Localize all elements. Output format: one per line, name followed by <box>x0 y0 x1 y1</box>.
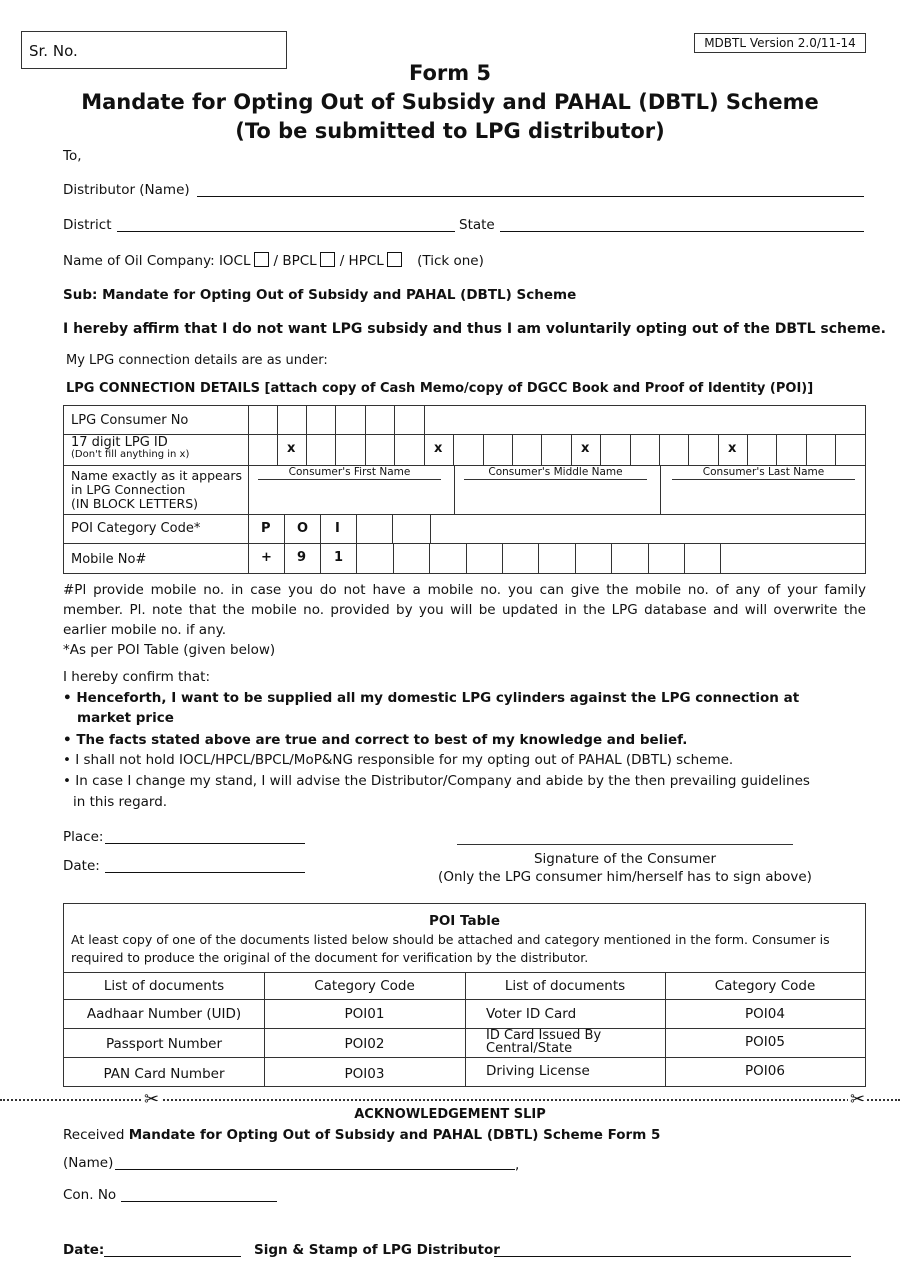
table-row: Passport Number <box>105 1036 223 1052</box>
page-subtitle: (To be submitted to LPG distributor) <box>235 119 665 143</box>
poi-col-code-2: Category Code <box>714 978 816 994</box>
table-row: POI01 <box>344 1006 385 1022</box>
poi-table-desc-l1: At least copy of one of the documents listed below should be attached and category mentioned in the form. Consumer is <box>71 932 830 947</box>
poi-doc-id-card-l2: Central/State <box>486 1041 573 1056</box>
cut-line <box>0 1099 900 1101</box>
signature-line[interactable] <box>457 844 793 845</box>
place-label: Place: <box>63 829 104 845</box>
ack-stamp-label: Sign & Stamp of LPG Distributor <box>254 1242 500 1258</box>
mobile-one: 1 <box>334 550 344 565</box>
table-row: POI05 <box>745 1034 785 1050</box>
iocl-checkbox[interactable] <box>254 252 269 267</box>
table-row: PAN Card Number <box>103 1066 225 1082</box>
sr-no-label: Sr. No. <box>29 42 78 60</box>
lpg-id-label <box>71 437 189 461</box>
ack-con-no-field[interactable] <box>121 1187 277 1202</box>
details-intro: My LPG connection details are as under: <box>66 353 328 368</box>
poi-o: O <box>297 521 309 536</box>
confirm-bullet-4-cont: in this regard. <box>73 794 168 810</box>
version-label: MDBTL Version 2.0/11-14 <box>704 36 856 50</box>
confirm-section <box>63 667 863 813</box>
hpcl-checkbox[interactable] <box>387 252 402 267</box>
mobile-note-l3: earlier mobile no. if any. <box>63 622 226 638</box>
lpg-id-cells[interactable] <box>248 434 865 465</box>
version-box <box>694 33 866 53</box>
lpg-id-x-4: x <box>728 441 737 456</box>
confirm-intro: I hereby confirm that: <box>63 669 211 685</box>
page-title: Mandate for Opting Out of Subsidy and PAHAL (DBTL) Scheme <box>81 90 819 114</box>
scissor-icon: ✂ <box>144 1089 160 1110</box>
form-number: Form 5 <box>408 61 492 85</box>
tick-one-label: (Tick one) <box>417 253 484 269</box>
place-field[interactable] <box>105 829 305 844</box>
ack-stamp-field[interactable] <box>494 1242 851 1257</box>
table-row <box>486 1029 601 1055</box>
confirm-bullet-3: • I shall not hold IOCL/HPCL/BPCL/MoP&NG responsible for my opting out of PAHAL (DBTL) scheme. <box>63 752 734 768</box>
name-cells[interactable] <box>248 465 865 514</box>
mobile-nine: 9 <box>297 550 307 565</box>
poi-table-desc <box>71 931 861 967</box>
poi-table <box>63 903 866 1087</box>
consumer-no-cells[interactable] <box>248 406 425 434</box>
lpg-id-x-1: x <box>287 441 296 456</box>
mobile-note-l2: member. Pl. note that the mobile no. provided by you will be updated in the LPG database and will overwrite the <box>63 602 866 618</box>
mobile-label: Mobile No# <box>71 552 147 567</box>
signature-note: (Only the LPG consumer him/herself has to sign above) <box>438 869 812 885</box>
oil-company-label: Name of Oil Company: <box>63 253 215 269</box>
bpcl-checkbox[interactable] <box>320 252 335 267</box>
poi-i: I <box>335 521 340 536</box>
poi-table-desc-l2: required to produce the original of the document for verification by the distributor. <box>71 950 589 965</box>
table-row: Aadhaar Number (UID) <box>86 1006 242 1022</box>
to-label: To, <box>63 148 82 164</box>
iocl-label: IOCL <box>218 253 251 269</box>
table-row: POI02 <box>344 1036 385 1052</box>
ack-name-comma: , <box>515 1157 520 1173</box>
district-field[interactable] <box>117 217 455 232</box>
lpg-id-label-text: 17 digit LPG ID <box>71 435 168 450</box>
date-label: Date: <box>63 858 100 874</box>
confirm-bullet-2: • The facts stated above are true and correct to best of my knowledge and belief. <box>63 732 688 748</box>
poi-col-code-1: Category Code <box>314 978 415 994</box>
middle-name-label: Consumer's Middle Name <box>464 466 647 480</box>
poi-doc-id-card-l1: ID Card Issued By <box>486 1028 602 1043</box>
ack-received-prefix: Received <box>63 1127 125 1143</box>
poi-table-title: POI Table <box>428 913 501 929</box>
poi-code-cells[interactable] <box>248 514 433 543</box>
mobile-cells[interactable] <box>248 543 722 573</box>
confirm-bullet-4: • In case I change my stand, I will advise the Distributor/Company and abide by the then prevailing guidelines <box>63 773 810 789</box>
signature-label: Signature of the Consumer <box>533 851 716 867</box>
distributor-label: Distributor (Name) <box>63 182 190 198</box>
ack-received <box>63 1127 660 1143</box>
poi-col-docs-1: List of documents <box>103 978 225 994</box>
oil-company-row <box>63 252 484 269</box>
bpcl-label: / BPCL <box>273 253 317 269</box>
date-field[interactable] <box>105 858 305 873</box>
confirm-bullet-1-cont: market price <box>77 710 174 726</box>
distributor-name-field[interactable] <box>197 182 864 197</box>
affirm-line: I hereby affirm that I do not want LPG subsidy and thus I am voluntarily opting out of the DBTL scheme. <box>63 321 886 337</box>
table-row: Voter ID Card <box>486 1006 577 1022</box>
ack-con-no-label: Con. No <box>63 1187 117 1203</box>
lpg-id-x-3: x <box>581 441 590 456</box>
name-label-l3: (IN BLOCK LETTERS) <box>71 496 199 511</box>
mobile-note <box>63 580 866 660</box>
confirm-bullet-1: • Henceforth, I want to be supplied all my domestic LPG cylinders against the LPG connection at <box>63 690 800 706</box>
lpg-id-x-2: x <box>434 441 443 456</box>
hpcl-label: / HPCL <box>339 253 384 269</box>
mobile-note-l1: #Pl provide mobile no. in case you do not have a mobile no. you can give the mobile no. of any of your family <box>63 582 866 598</box>
ack-date-label: Date: <box>63 1242 105 1258</box>
state-label: State <box>459 217 495 233</box>
lpg-id-note: (Don't fill anything in x) <box>71 449 190 460</box>
table-row: POI04 <box>745 1006 785 1022</box>
table-row: POI06 <box>745 1063 785 1079</box>
ack-name-field[interactable] <box>115 1155 515 1170</box>
poi-col-docs-2: List of documents <box>504 978 626 994</box>
name-label-l2: in LPG Connection <box>71 482 186 497</box>
lpg-details-table <box>63 405 866 574</box>
poi-code-label: POI Category Code* <box>71 521 201 536</box>
ack-received-form: Mandate for Opting Out of Subsidy and PAHAL (DBTL) Scheme Form 5 <box>128 1127 661 1143</box>
table-row: Driving License <box>486 1063 590 1079</box>
last-name-label: Consumer's Last Name <box>672 466 855 480</box>
poi-note: *As per POI Table (given below) <box>63 642 276 658</box>
subject-line: Sub: Mandate for Opting Out of Subsidy and PAHAL (DBTL) Scheme <box>63 287 577 303</box>
district-label: District <box>63 217 112 233</box>
details-heading: LPG CONNECTION DETAILS [attach copy of Cash Memo/copy of DGCC Book and Proof of Identity (POI)] <box>66 381 814 396</box>
mobile-plus: + <box>261 550 272 565</box>
ack-name-label: (Name) <box>63 1155 114 1171</box>
table-row: POI03 <box>344 1066 385 1082</box>
name-label-l1: Name exactly as it appears <box>71 468 243 483</box>
poi-p: P <box>261 521 271 536</box>
scissor-icon-right: ✂ <box>850 1089 866 1110</box>
state-field[interactable] <box>500 217 864 232</box>
name-label <box>71 469 242 511</box>
first-name-label: Consumer's First Name <box>258 466 441 480</box>
consumer-no-label: LPG Consumer No <box>71 413 189 428</box>
ack-slip-title: ACKNOWLEDGEMENT SLIP <box>354 1107 546 1122</box>
ack-date-field[interactable] <box>104 1242 241 1257</box>
